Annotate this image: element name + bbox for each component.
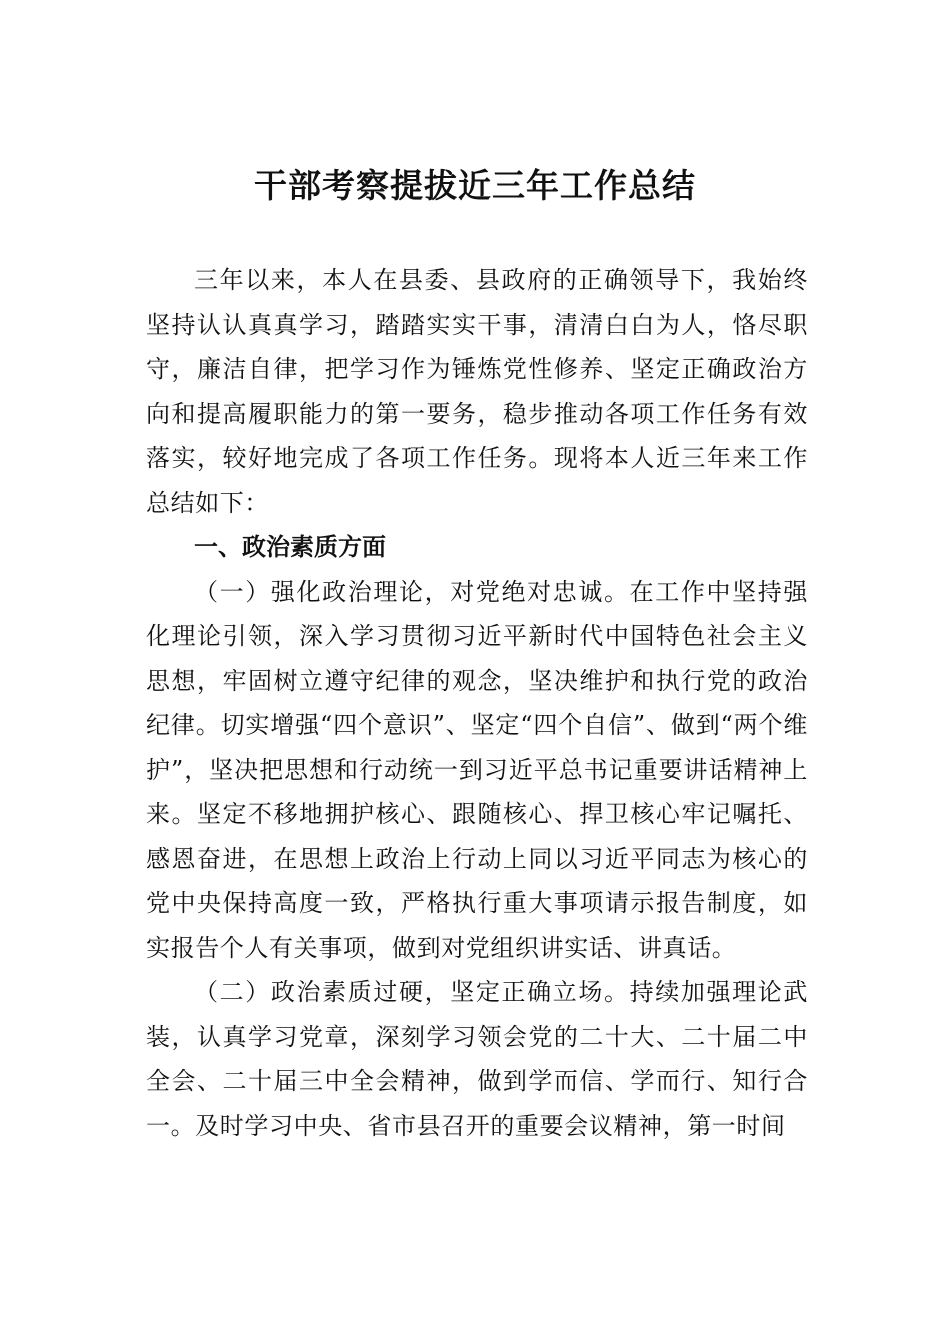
section-paragraph-1: （一）强化政治理论，对党绝对忠诚。在工作中坚持强化理论引领，深入学习贯彻习近平新时代中国特色社会主义思想，牢固树立遵守纪律的观念，坚决维护和执行党的政治纪律。切实增强“四个意识”、坚定“四个自信”、做到“两个维护”，坚决把思想和行动统一到习近平总书记重要讲话精神上来。坚定不移地拥护核心、跟随核心、捍卫核心牢记嘱托、感恩奋进，在思想上政治上行动上同以习近平同志为核心的党中央保持高度一致，严格执行重大事项请示报告制度，如实报告个人有关事项，做到对党组织讲实话、讲真话。: [146, 577, 808, 962]
section-paragraph-2: （二）政治素质过硬，坚定正确立场。持续加强理论武装，认真学习党章，深刻学习领会党的二十大、二十届二中全会、二十届三中全会精神，做到学而信、学而行、知行合一。及时学习中央、省市县召开的重要会议精神，第一时间: [146, 978, 808, 1140]
intro-paragraph: 三年以来，本人在县委、县政府的正确领导下，我始终坚持认认真真学习，踏踏实实干事，清清白白为人，恪尽职守，廉洁自律，把学习作为锤炼党性修养、坚定正确政治方向和提高履职能力的第一要务，稳步推动各项工作任务有效落实，较好地完成了各项工作任务。现将本人近三年来工作总结如下：: [146, 266, 808, 517]
section-heading: 一、政治素质方面: [194, 533, 386, 561]
document-title: 干部考察提拔近三年工作总结: [254, 166, 696, 205]
document-body: [146, 258, 808, 1148]
